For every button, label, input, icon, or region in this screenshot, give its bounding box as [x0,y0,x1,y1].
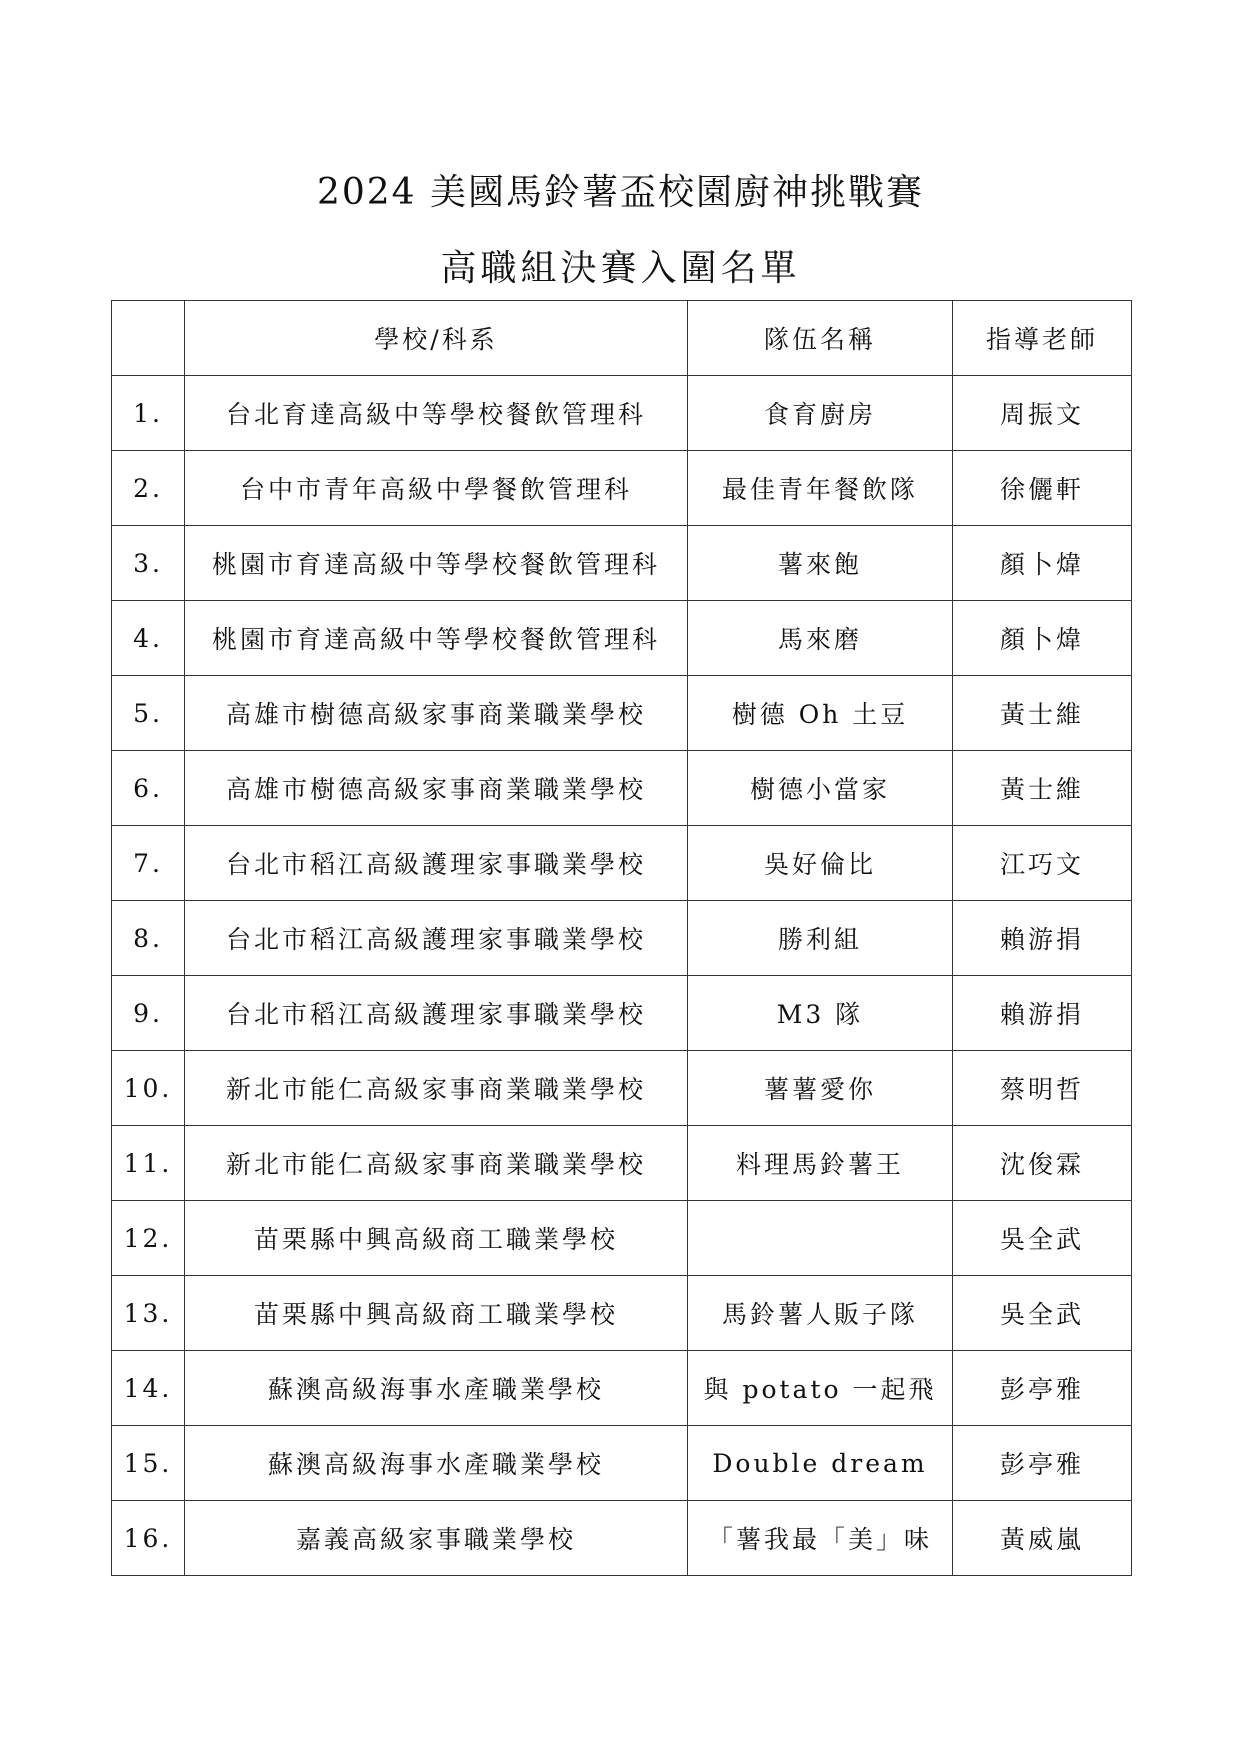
teacher-cell: 賴游捐 [953,901,1132,976]
team-cell: 「薯我最「美」味 [688,1501,953,1576]
team-cell: M3 隊 [688,976,953,1051]
teacher-cell: 吳全武 [953,1276,1132,1351]
row-number: 13. [112,1276,185,1351]
table-row [112,826,1132,901]
school-cell: 蘇澳高級海事水產職業學校 [185,1426,688,1501]
school-cell: 苗栗縣中興高級商工職業學校 [185,1201,688,1276]
row-number: 1. [112,376,185,451]
row-number: 4. [112,601,185,676]
row-number: 2. [112,451,185,526]
team-cell: 薯來飽 [688,526,953,601]
row-number: 7. [112,826,185,901]
teacher-cell: 沈俊霖 [953,1126,1132,1201]
team-cell: Double dream [688,1426,953,1501]
teacher-cell: 黃威嵐 [953,1501,1132,1576]
table-row [112,676,1132,751]
table-row [112,1201,1132,1276]
school-cell: 新北市能仁高級家事商業職業學校 [185,1126,688,1201]
row-number: 15. [112,1426,185,1501]
school-cell: 高雄市樹德高級家事商業職業學校 [185,751,688,826]
finalist-table [111,300,1132,1576]
row-number: 9. [112,976,185,1051]
team-cell: 食育廚房 [688,376,953,451]
school-cell: 桃園市育達高級中等學校餐飲管理科 [185,601,688,676]
school-cell: 新北市能仁高級家事商業職業學校 [185,1051,688,1126]
row-number: 10. [112,1051,185,1126]
header-school: 學校/科系 [185,301,688,376]
school-cell: 台中市青年高級中學餐飲管理科 [185,451,688,526]
teacher-cell: 蔡明哲 [953,1051,1132,1126]
teacher-cell: 江巧文 [953,826,1132,901]
team-cell: 馬鈴薯人販子隊 [688,1276,953,1351]
table-header-row [112,301,1132,376]
team-cell: 最佳青年餐飲隊 [688,451,953,526]
teacher-cell: 黃士維 [953,751,1132,826]
teacher-cell: 周振文 [953,376,1132,451]
table-row [112,1426,1132,1501]
row-number: 11. [112,1126,185,1201]
teacher-cell: 顏卜煒 [953,526,1132,601]
team-cell: 吳好倫比 [688,826,953,901]
teacher-cell: 黃士維 [953,676,1132,751]
team-cell: 與 potato 一起飛 [688,1351,953,1426]
table-row [112,1351,1132,1426]
table-row [112,1501,1132,1576]
school-cell: 台北育達高級中等學校餐飲管理科 [185,376,688,451]
header-teacher: 指導老師 [953,301,1132,376]
row-number: 8. [112,901,185,976]
school-cell: 台北市稻江高級護理家事職業學校 [185,976,688,1051]
teacher-cell: 彭亭雅 [953,1351,1132,1426]
row-number: 12. [112,1201,185,1276]
table-row [112,751,1132,826]
team-cell: 馬來磨 [688,601,953,676]
table-row [112,376,1132,451]
table-row [112,1276,1132,1351]
school-cell: 高雄市樹德高級家事商業職業學校 [185,676,688,751]
teacher-cell: 徐儷軒 [953,451,1132,526]
page-subtitle: 高職組決賽入圍名單 [440,248,801,289]
school-cell: 台北市稻江高級護理家事職業學校 [185,826,688,901]
row-number: 5. [112,676,185,751]
table-row [112,976,1132,1051]
team-cell: 薯薯愛你 [688,1051,953,1126]
table-row [112,451,1132,526]
teacher-cell: 吳全武 [953,1201,1132,1276]
table-row [112,526,1132,601]
table-row [112,601,1132,676]
team-cell: 料理馬鈴薯王 [688,1126,953,1201]
header-team: 隊伍名稱 [688,301,953,376]
row-number: 16. [112,1501,185,1576]
row-number: 3. [112,526,185,601]
school-cell: 嘉義高級家事職業學校 [185,1501,688,1576]
row-number: 14. [112,1351,185,1426]
table-row [112,1126,1132,1201]
teacher-cell: 顏卜煒 [953,601,1132,676]
team-cell: 勝利組 [688,901,953,976]
team-cell: 樹德 Oh 土豆 [688,676,953,751]
header-number [112,301,185,376]
team-cell: 樹德小當家 [688,751,953,826]
row-number: 6. [112,751,185,826]
teacher-cell: 賴游捐 [953,976,1132,1051]
table-row [112,901,1132,976]
school-cell: 苗栗縣中興高級商工職業學校 [185,1276,688,1351]
school-cell: 台北市稻江高級護理家事職業學校 [185,901,688,976]
team-cell [688,1201,953,1276]
school-cell: 蘇澳高級海事水產職業學校 [185,1351,688,1426]
teacher-cell: 彭亭雅 [953,1426,1132,1501]
school-cell: 桃園市育達高級中等學校餐飲管理科 [185,526,688,601]
table-row [112,1051,1132,1126]
page-title: 2024 美國馬鈴薯盃校園廚神挑戰賽 [316,172,925,213]
